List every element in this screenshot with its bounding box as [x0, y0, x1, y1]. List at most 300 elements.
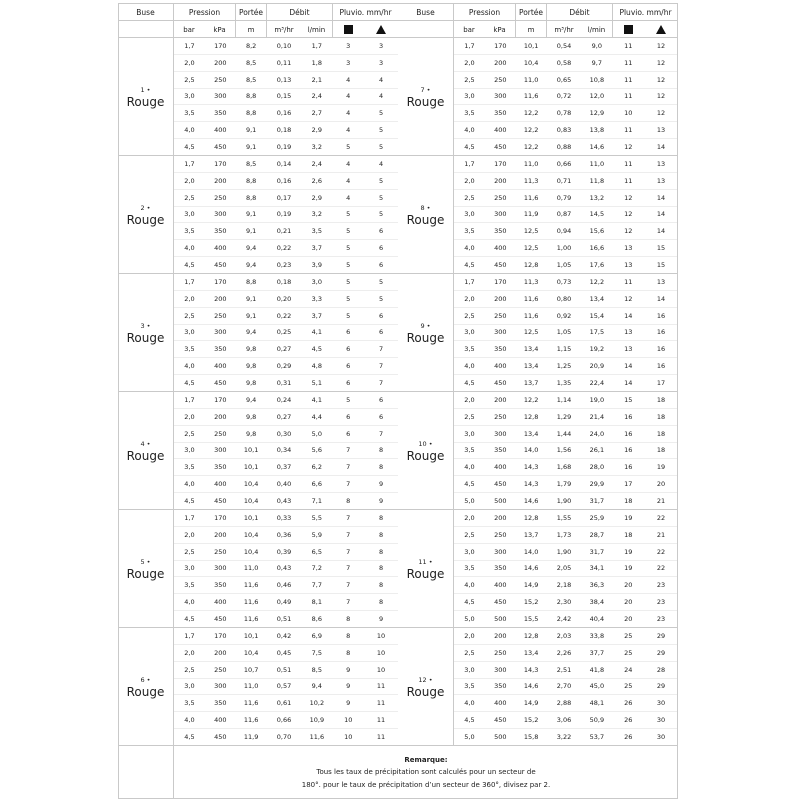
- table-row: [454, 308, 678, 325]
- cell-portee-m: 10,7: [243, 665, 259, 674]
- cell-debit-m3hr: 0,78: [556, 109, 572, 118]
- cell-debit-m3hr: 0,57: [276, 682, 292, 691]
- cell-pression-bar: 4,0: [464, 362, 475, 371]
- table-row: [174, 72, 398, 89]
- cell-pression-bar: 4,5: [184, 733, 195, 742]
- cell-pression-kpa: 250: [214, 429, 227, 438]
- nozzle-rows: [453, 274, 678, 392]
- cell-portee-m: 14,0: [523, 446, 539, 455]
- cell-pluvio-square: 5: [346, 227, 351, 236]
- cell-pression-kpa: 350: [494, 227, 507, 236]
- cell-pression-bar: 1,7: [464, 277, 475, 286]
- square-spacing-icon: [624, 25, 633, 34]
- cell-debit-m3hr: 0,46: [276, 581, 292, 590]
- table-row: [454, 729, 678, 746]
- cell-debit-lmin: 17,5: [589, 328, 605, 337]
- cell-portee-m: 12,8: [523, 631, 539, 640]
- cell-portee-m: 9,8: [245, 412, 257, 421]
- cell-debit-lmin: 9,4: [311, 682, 323, 691]
- table-row: [174, 426, 398, 443]
- cell-debit-m3hr: 0,83: [556, 126, 572, 135]
- cell-pression-kpa: 350: [214, 581, 227, 590]
- cell-portee-m: 14,6: [523, 564, 539, 573]
- cell-portee-m: 9,1: [245, 126, 257, 135]
- cell-debit-m3hr: 0,43: [276, 497, 292, 506]
- cell-pression-bar: 2,0: [184, 294, 195, 303]
- cell-pression-bar: 3,5: [464, 446, 475, 455]
- nozzle-color: Rouge: [126, 94, 165, 109]
- cell-pression-kpa: 400: [214, 480, 227, 489]
- cell-pression-bar: 2,0: [464, 176, 475, 185]
- cell-portee-m: 9,1: [245, 210, 257, 219]
- cell-debit-lmin: 2,7: [311, 109, 323, 118]
- cell-portee-m: 10,4: [243, 497, 259, 506]
- cell-pluvio-square: 8: [346, 631, 351, 640]
- table-row: [454, 662, 678, 679]
- cell-debit-m3hr: 1,00: [556, 244, 572, 253]
- cell-pression-bar: 2,0: [184, 58, 195, 67]
- nozzle-performance-table: [118, 3, 678, 799]
- cell-debit-lmin: 9,7: [591, 58, 603, 67]
- cell-pluvio-square: 6: [346, 362, 351, 371]
- table-row: [174, 308, 398, 325]
- cell-debit-lmin: 3,5: [311, 227, 323, 236]
- cell-pression-kpa: 350: [494, 109, 507, 118]
- cell-pression-bar: 1,7: [184, 277, 195, 286]
- cell-portee-m: 9,8: [245, 429, 257, 438]
- cell-debit-m3hr: 2,03: [556, 631, 572, 640]
- cell-debit-m3hr: 3,22: [556, 733, 572, 742]
- cell-portee-m: 14,3: [523, 463, 539, 472]
- cell-pression-kpa: 300: [494, 210, 507, 219]
- cell-portee-m: 9,8: [245, 379, 257, 388]
- table-row: [454, 510, 678, 527]
- cell-portee-m: 11,0: [243, 564, 259, 573]
- cell-pluvio-square: 5: [346, 277, 351, 286]
- cell-portee-m: 10,4: [243, 648, 259, 657]
- cell-pluvio-triangle: 4: [378, 75, 384, 84]
- cell-pression-bar: 2,5: [464, 412, 475, 421]
- cell-portee-m: 11,6: [243, 581, 259, 590]
- table-row: [174, 341, 398, 358]
- table-row: [454, 611, 678, 628]
- cell-debit-m3hr: 0,27: [276, 345, 292, 354]
- cell-debit-m3hr: 0,10: [276, 41, 292, 50]
- cell-debit-m3hr: 0,11: [276, 58, 292, 67]
- cell-pression-bar: 1,7: [184, 395, 195, 404]
- cell-pression-kpa: 400: [494, 581, 507, 590]
- square-spacing-header: [612, 21, 644, 38]
- cell-pression-bar: 3,5: [464, 227, 475, 236]
- cell-debit-lmin: 5,5: [311, 513, 323, 522]
- table-row: [454, 409, 678, 426]
- cell-pression-bar: 4,5: [184, 261, 195, 270]
- cell-pression-bar: 3,0: [184, 564, 195, 573]
- cell-debit-m3hr: 0,92: [556, 311, 572, 320]
- cell-pression-bar: 3,5: [184, 463, 195, 472]
- cell-portee-m: 9,1: [245, 311, 257, 320]
- cell-debit-m3hr: 0,94: [556, 227, 572, 236]
- cell-pluvio-square: 11: [624, 75, 633, 84]
- nozzle-label: [118, 274, 173, 392]
- cell-portee-m: 11,0: [523, 75, 539, 84]
- cell-pression-kpa: 350: [214, 227, 227, 236]
- cell-pression-kpa: 170: [214, 513, 227, 522]
- cell-portee-m: 10,1: [523, 41, 539, 50]
- cell-pression-kpa: 250: [494, 193, 507, 202]
- cell-debit-lmin: 40,4: [589, 615, 605, 624]
- table-row: [174, 207, 398, 224]
- table-row: [174, 662, 398, 679]
- cell-pluvio-triangle: 6: [378, 261, 384, 270]
- cell-pluvio-triangle: 30: [656, 716, 666, 725]
- nozzle-rows: [453, 38, 678, 156]
- cell-pression-kpa: 170: [214, 277, 227, 286]
- cell-pression-kpa: 250: [494, 412, 507, 421]
- cell-pression-kpa: 250: [494, 75, 507, 84]
- cell-pluvio-square: 7: [346, 480, 351, 489]
- cell-pression-kpa: 300: [494, 547, 507, 556]
- cell-debit-lmin: 22,4: [589, 379, 605, 388]
- cell-debit-m3hr: 0,42: [276, 631, 292, 640]
- cell-debit-lmin: 7,5: [311, 648, 323, 657]
- unit-lmin: l/min: [587, 25, 606, 34]
- cell-debit-lmin: 3,2: [311, 210, 323, 219]
- cell-pluvio-triangle: 3: [378, 58, 384, 67]
- cell-pluvio-square: 13: [624, 261, 633, 270]
- cell-debit-m3hr: 0,70: [276, 733, 292, 742]
- cell-pression-kpa: 350: [494, 564, 507, 573]
- cell-portee-m: 11,0: [243, 682, 259, 691]
- cell-pluvio-square: 7: [346, 564, 351, 573]
- table-row: [174, 561, 398, 578]
- table-row: [454, 392, 678, 409]
- cell-pluvio-triangle: 5: [378, 277, 384, 286]
- cell-pluvio-triangle: 29: [656, 682, 666, 691]
- cell-debit-m3hr: 0,80: [556, 294, 572, 303]
- cell-pluvio-triangle: 18: [656, 446, 666, 455]
- cell-pression-bar: 4,5: [184, 143, 195, 152]
- cell-pluvio-triangle: 6: [378, 328, 384, 337]
- cell-debit-m3hr: 0,49: [276, 598, 292, 607]
- cell-pression-bar: 3,5: [464, 345, 475, 354]
- cell-pluvio-triangle: 12: [656, 92, 666, 101]
- cell-debit-m3hr: 2,30: [556, 598, 572, 607]
- cell-pluvio-triangle: 18: [656, 429, 666, 438]
- nozzle-label: [118, 510, 173, 628]
- cell-pression-bar: 2,5: [184, 193, 195, 202]
- cell-pluvio-square: 20: [624, 581, 633, 590]
- header-row-groups: [398, 3, 678, 21]
- table-row: [174, 577, 398, 594]
- cell-portee-m: 12,8: [523, 513, 539, 522]
- table-row: [174, 611, 398, 628]
- cell-debit-lmin: 2,1: [311, 75, 323, 84]
- cell-debit-lmin: 4,1: [311, 395, 323, 404]
- cell-pluvio-triangle: 19: [656, 463, 666, 472]
- cell-pluvio-square: 16: [624, 412, 633, 421]
- cell-debit-lmin: 12,9: [589, 109, 605, 118]
- cell-pluvio-square: 8: [346, 615, 351, 624]
- cell-pluvio-triangle: 18: [656, 412, 666, 421]
- cell-debit-m3hr: 0,22: [276, 244, 292, 253]
- cell-debit-lmin: 2,9: [311, 126, 323, 135]
- cell-pluvio-triangle: 14: [656, 227, 666, 236]
- header-buse: Buse: [416, 8, 435, 17]
- note-spacer: [118, 745, 173, 800]
- cell-pression-bar: 4,0: [464, 463, 475, 472]
- cell-debit-m3hr: 0,21: [276, 227, 292, 236]
- cell-portee-m: 9,4: [245, 261, 257, 270]
- cell-pluvio-triangle: 6: [378, 395, 384, 404]
- cell-debit-lmin: 10,8: [589, 75, 605, 84]
- square-spacing-icon: [344, 25, 353, 34]
- cell-pression-kpa: 400: [214, 362, 227, 371]
- cell-pression-kpa: 200: [494, 176, 507, 185]
- cell-pression-kpa: 500: [494, 615, 507, 624]
- cell-pluvio-square: 14: [624, 311, 633, 320]
- cell-debit-lmin: 10,2: [309, 699, 325, 708]
- nozzle-color: Rouge: [126, 448, 165, 463]
- table-row: [174, 89, 398, 106]
- cell-debit-lmin: 20,9: [589, 362, 605, 371]
- cell-portee-m: 14,0: [523, 547, 539, 556]
- cell-pression-kpa: 350: [214, 463, 227, 472]
- nozzle-group: [398, 37, 678, 156]
- cell-debit-m3hr: 0,27: [276, 412, 292, 421]
- cell-debit-m3hr: 0,39: [276, 547, 292, 556]
- cell-debit-lmin: 34,1: [589, 564, 605, 573]
- cell-debit-lmin: 4,1: [311, 328, 323, 337]
- table-row: [174, 544, 398, 561]
- table-row: [174, 392, 398, 409]
- cell-portee-m: 9,1: [245, 227, 257, 236]
- cell-pression-kpa: 170: [494, 41, 507, 50]
- cell-portee-m: 11,0: [523, 159, 539, 168]
- cell-portee-m: 9,8: [245, 345, 257, 354]
- cell-pression-bar: 4,0: [184, 716, 195, 725]
- cell-pluvio-square: 11: [624, 126, 633, 135]
- cell-debit-m3hr: 0,22: [276, 311, 292, 320]
- cell-pression-kpa: 300: [494, 328, 507, 337]
- cell-debit-lmin: 1,7: [311, 41, 323, 50]
- cell-pression-bar: 4,0: [184, 598, 195, 607]
- cell-pression-kpa: 400: [214, 598, 227, 607]
- cell-debit-m3hr: 2,51: [556, 665, 572, 674]
- table-row: [454, 544, 678, 561]
- table-row: [174, 240, 398, 257]
- cell-pression-bar: 1,7: [184, 41, 195, 50]
- cell-portee-m: 14,3: [523, 480, 539, 489]
- table-row: [174, 645, 398, 662]
- cell-portee-m: 8,2: [245, 41, 257, 50]
- cell-pluvio-square: 5: [346, 311, 351, 320]
- cell-pression-kpa: 450: [494, 598, 507, 607]
- cell-pression-kpa: 300: [214, 328, 227, 337]
- cell-debit-lmin: 3,7: [311, 311, 323, 320]
- cell-debit-lmin: 9,0: [591, 41, 603, 50]
- cell-pression-kpa: 250: [214, 665, 227, 674]
- cell-debit-lmin: 12,2: [589, 277, 605, 286]
- cell-pression-kpa: 300: [214, 92, 227, 101]
- cell-pression-kpa: 250: [214, 75, 227, 84]
- table-row: [174, 628, 398, 645]
- cell-pluvio-square: 5: [346, 294, 351, 303]
- cell-pluvio-triangle: 17: [656, 379, 666, 388]
- cell-pluvio-triangle: 30: [656, 733, 666, 742]
- cell-debit-m3hr: 0,24: [276, 395, 292, 404]
- cell-portee-m: 13,4: [523, 362, 539, 371]
- cell-debit-m3hr: 0,25: [276, 328, 292, 337]
- cell-pluvio-square: 4: [346, 126, 351, 135]
- nozzle-group: [398, 273, 678, 392]
- nozzle-rows: [173, 156, 398, 274]
- cell-portee-m: 8,8: [245, 109, 257, 118]
- triangle-spacing-header: [644, 21, 678, 38]
- header-pression: Pression: [173, 4, 235, 21]
- cell-pluvio-square: 6: [346, 379, 351, 388]
- cell-debit-lmin: 4,4: [311, 412, 323, 421]
- cell-pression-bar: 3,0: [184, 682, 195, 691]
- cell-pluvio-square: 3: [346, 58, 351, 67]
- nozzle-rows: [453, 392, 678, 510]
- cell-debit-lmin: 12,0: [589, 92, 605, 101]
- nozzle-group: [398, 509, 678, 628]
- cell-pluvio-triangle: 23: [656, 581, 666, 590]
- table-row: [454, 325, 678, 342]
- remark-title: Remarque:: [404, 755, 448, 764]
- cell-pression-bar: 4,0: [464, 581, 475, 590]
- nozzle-group: [398, 391, 678, 510]
- cell-pluvio-square: 8: [346, 497, 351, 506]
- table-row: [454, 207, 678, 224]
- cell-pluvio-square: 12: [624, 210, 633, 219]
- table-row: [454, 561, 678, 578]
- cell-pluvio-triangle: 8: [378, 564, 384, 573]
- cell-pression-kpa: 170: [214, 395, 227, 404]
- cell-debit-lmin: 11,0: [589, 159, 605, 168]
- cell-debit-m3hr: 0,34: [276, 446, 292, 455]
- table-row: [174, 139, 398, 156]
- cell-pluvio-triangle: 12: [656, 41, 666, 50]
- cell-pluvio-triangle: 14: [656, 143, 666, 152]
- cell-pluvio-square: 11: [624, 41, 633, 50]
- cell-pression-bar: 4,5: [464, 480, 475, 489]
- cell-debit-lmin: 10,9: [309, 716, 325, 725]
- cell-pression-kpa: 400: [494, 362, 507, 371]
- cell-pluvio-square: 10: [624, 109, 633, 118]
- cell-pression-bar: 4,5: [464, 143, 475, 152]
- table-row: [454, 38, 678, 55]
- cell-portee-m: 11,3: [523, 277, 539, 286]
- cell-pression-bar: 2,0: [184, 648, 195, 657]
- cell-portee-m: 8,5: [245, 58, 257, 67]
- header-debit: Débit: [546, 4, 612, 21]
- cell-pression-kpa: 200: [494, 513, 507, 522]
- cell-pression-kpa: 350: [494, 682, 507, 691]
- remark-line-1: Tous les taux de précipitation sont calculés pour un secteur de: [316, 767, 536, 776]
- cell-pression-kpa: 300: [494, 429, 507, 438]
- table-row: [454, 358, 678, 375]
- cell-debit-m3hr: 0,19: [276, 210, 292, 219]
- triangle-spacing-icon: [656, 25, 666, 34]
- header-buse: Buse: [136, 8, 155, 17]
- table-row: [174, 105, 398, 122]
- cell-debit-m3hr: 0,20: [276, 294, 292, 303]
- cell-debit-m3hr: 0,65: [556, 75, 572, 84]
- cell-pluvio-triangle: 8: [378, 530, 384, 539]
- triangle-spacing-header: [364, 21, 398, 38]
- header-debit: Débit: [266, 4, 332, 21]
- table-row: [454, 459, 678, 476]
- cell-pression-bar: 3,5: [184, 345, 195, 354]
- cell-debit-lmin: 31,7: [589, 547, 605, 556]
- cell-debit-lmin: 41,8: [589, 665, 605, 674]
- cell-debit-m3hr: 1,14: [556, 395, 572, 404]
- cell-debit-lmin: 7,7: [311, 581, 323, 590]
- cell-pluvio-triangle: 21: [656, 497, 666, 506]
- table-row: [454, 291, 678, 308]
- cell-pression-bar: 2,5: [464, 75, 475, 84]
- cell-pression-kpa: 200: [214, 58, 227, 67]
- remark-line-2: 180°. pour le taux de précipitation d’un secteur de 360°, divisez par 2.: [301, 780, 551, 789]
- cell-pression-kpa: 350: [214, 699, 227, 708]
- cell-pression-bar: 2,5: [184, 311, 195, 320]
- cell-pluvio-square: 4: [346, 176, 351, 185]
- nozzle-number: 11 •: [418, 557, 433, 566]
- cell-debit-m3hr: 0,66: [276, 716, 292, 725]
- cell-debit-lmin: 6,6: [311, 480, 323, 489]
- table-row: [454, 173, 678, 190]
- cell-pression-bar: 4,5: [184, 497, 195, 506]
- cell-pluvio-triangle: 20: [656, 480, 666, 489]
- nozzle-color: Rouge: [126, 330, 165, 345]
- cell-pression-bar: 5,0: [464, 497, 475, 506]
- table-row: [174, 729, 398, 746]
- table-row: [174, 510, 398, 527]
- cell-debit-m3hr: 0,72: [556, 92, 572, 101]
- cell-debit-m3hr: 0,61: [276, 699, 292, 708]
- cell-debit-lmin: 15,6: [589, 227, 605, 236]
- cell-debit-m3hr: 0,66: [556, 159, 572, 168]
- header-pluvio: Pluvio. mm/hr: [332, 4, 398, 21]
- cell-pluvio-square: 10: [344, 733, 353, 742]
- cell-debit-lmin: 33,8: [589, 631, 605, 640]
- cell-pression-kpa: 170: [214, 41, 227, 50]
- table-row: [174, 476, 398, 493]
- cell-pluvio-square: 18: [624, 530, 633, 539]
- nozzle-rows: [173, 392, 398, 510]
- cell-debit-m3hr: 2,05: [556, 564, 572, 573]
- cell-pluvio-triangle: 12: [656, 109, 666, 118]
- cell-portee-m: 9,8: [245, 362, 257, 371]
- cell-pression-bar: 2,5: [184, 75, 195, 84]
- cell-pression-kpa: 200: [494, 631, 507, 640]
- cell-debit-lmin: 2,9: [311, 193, 323, 202]
- cell-pluvio-square: 15: [624, 395, 633, 404]
- cell-pression-kpa: 350: [494, 345, 507, 354]
- cell-pluvio-square: 9: [346, 665, 351, 674]
- table-row: [174, 712, 398, 729]
- cell-portee-m: 13,4: [523, 429, 539, 438]
- cell-pluvio-triangle: 28: [656, 665, 666, 674]
- nozzle-label: [118, 38, 173, 156]
- nozzle-number: 10 •: [418, 439, 433, 448]
- cell-pression-kpa: 170: [494, 159, 507, 168]
- unit-m3hr: m³/hr: [266, 21, 301, 38]
- cell-pluvio-triangle: 11: [376, 716, 386, 725]
- cell-debit-lmin: 48,1: [589, 699, 605, 708]
